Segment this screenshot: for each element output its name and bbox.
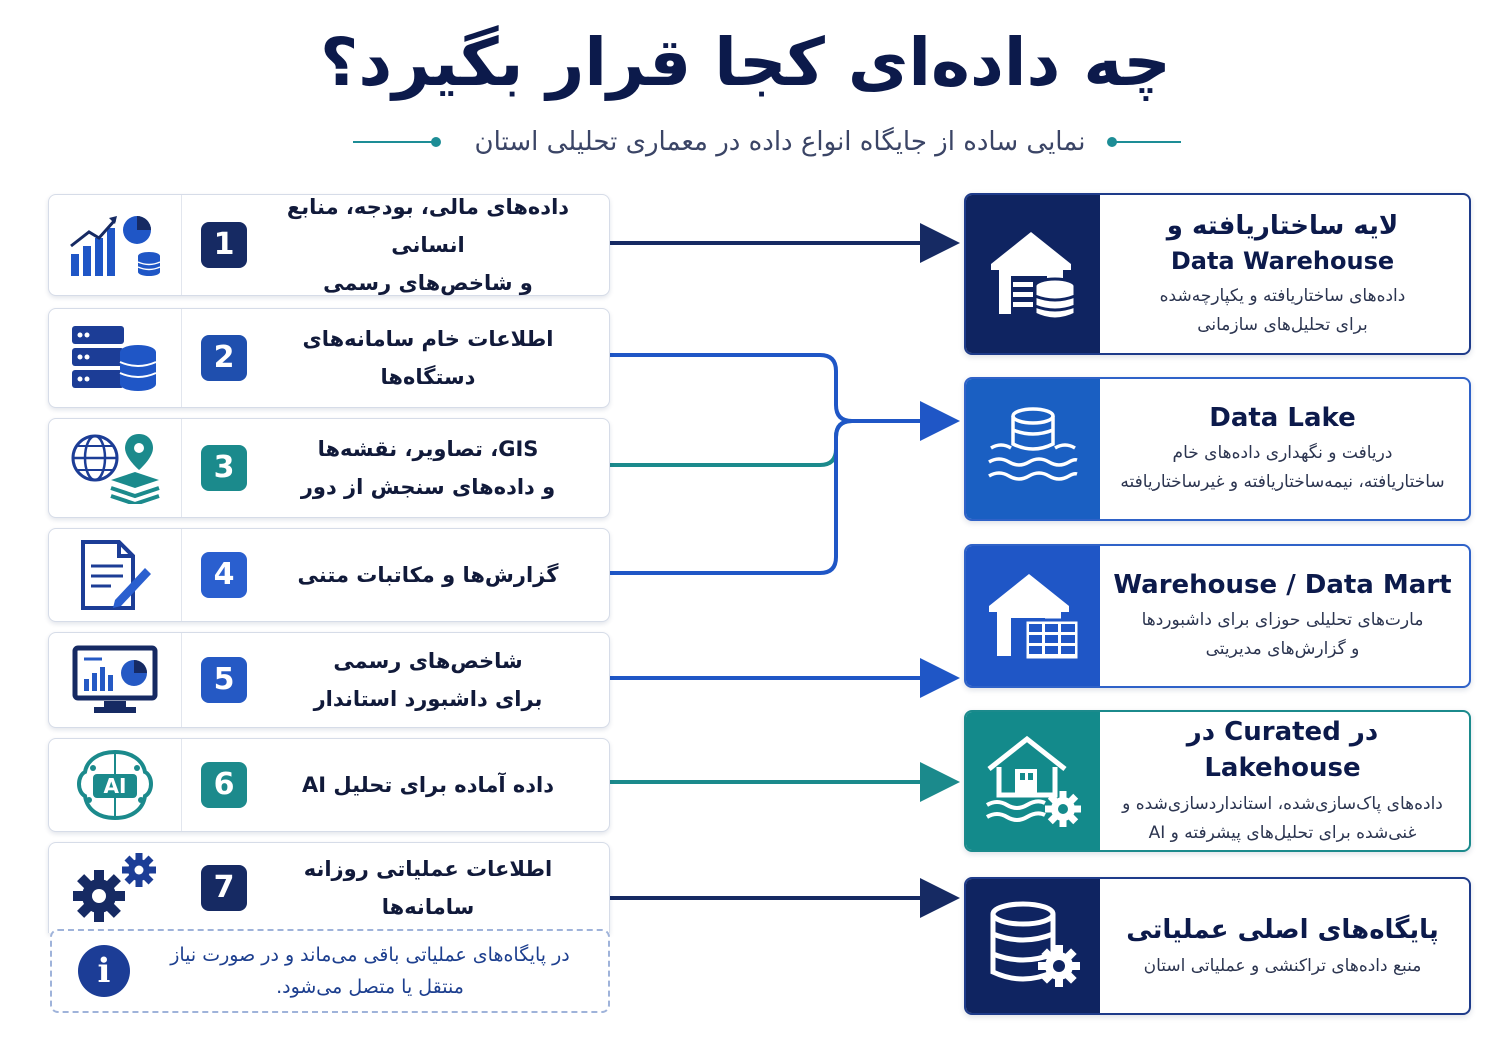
source-label xyxy=(261,529,595,621)
source-label-line1: داده آماده برای تحلیل AI xyxy=(301,773,555,797)
source-label xyxy=(261,739,595,831)
source-number-badge: 6 xyxy=(201,762,247,808)
page-title: چه داده‌ای کجا قرار بگیرد؟ xyxy=(320,24,1171,101)
target-title: در Curated در Lakehouse xyxy=(1186,717,1379,783)
dashboard-monitor-icon xyxy=(49,633,182,727)
source-label-line1: اطلاعات خام سامانه‌های دستگاه‌ها xyxy=(302,327,554,389)
target-card-data-warehouse xyxy=(964,193,1471,355)
source-card-6 xyxy=(48,738,610,832)
target-title-en: Data Lake xyxy=(1209,403,1356,433)
target-card-data-lake xyxy=(964,377,1471,521)
target-description xyxy=(1122,790,1443,848)
note-line2: منتقل یا متصل می‌شود. xyxy=(276,976,464,998)
target-desc-line2: و گزارش‌های مدیریتی xyxy=(1205,639,1360,659)
target-desc-line2: ساختاریافته، نیمه‌ساختاریافته و غیرساختاریافته xyxy=(1120,472,1445,492)
target-desc-line2: برای تحلیل‌های سازمانی xyxy=(1197,315,1368,335)
line-2-to-merge xyxy=(610,355,852,421)
source-label xyxy=(261,633,595,727)
source-label xyxy=(261,195,595,295)
source-card-1 xyxy=(48,194,610,296)
source-number-badge: 4 xyxy=(201,552,247,598)
line-3-to-merge xyxy=(610,421,852,465)
server-database-icon xyxy=(49,309,182,407)
page-subtitle: نمایی ساده از جایگاه انواع داده در معماری تحلیلی استان xyxy=(474,127,1086,157)
source-label xyxy=(261,309,595,407)
target-desc-line1: داده‌های پاک‌سازی‌شده، استانداردسازی‌شده و xyxy=(1122,794,1443,814)
target-card-lakehouse xyxy=(964,710,1471,852)
source-card-7 xyxy=(48,842,610,933)
target-description xyxy=(1142,606,1424,664)
source-label xyxy=(261,419,595,517)
target-body xyxy=(1106,195,1459,353)
source-label-line1: گزارش‌ها و مکاتبات متنی xyxy=(297,563,559,587)
target-body xyxy=(1106,379,1459,519)
source-card-5 xyxy=(48,632,610,728)
target-card-operational-db xyxy=(964,877,1471,1015)
source-number-badge: 5 xyxy=(201,657,247,703)
info-icon: i xyxy=(78,945,130,997)
source-card-4 xyxy=(48,528,610,622)
target-desc-line2: غنی‌شده برای تحلیل‌های پیشرفته و AI xyxy=(1148,823,1417,843)
target-description xyxy=(1144,952,1422,981)
source-label-line2: برای داشبورد استاندار xyxy=(313,687,543,711)
document-edit-icon xyxy=(49,529,182,621)
gears-icon xyxy=(49,843,181,933)
note-box xyxy=(50,929,610,1013)
globe-map-icon xyxy=(49,419,182,517)
target-desc-line1: دریافت و نگهداری داده‌های خام xyxy=(1172,443,1393,463)
target-desc-line1: منبع داده‌های تراکنشی و عملیاتی استان xyxy=(1143,955,1422,976)
target-body xyxy=(1106,879,1459,1013)
note-text xyxy=(162,939,578,1003)
source-number-badge: 7 xyxy=(201,865,247,911)
target-body xyxy=(1106,712,1459,850)
target-card-data-mart xyxy=(964,544,1471,688)
source-card-3 xyxy=(48,418,610,518)
target-title: لایه ساختاریافته و xyxy=(1166,211,1399,241)
line-4-to-merge xyxy=(610,421,852,573)
source-number-badge: 2 xyxy=(201,335,247,381)
source-label-line2: و شاخص‌های رسمی xyxy=(323,271,533,295)
target-body xyxy=(1106,546,1459,686)
source-label xyxy=(261,843,595,933)
database-gear-icon xyxy=(966,879,1100,1013)
finance-chart-icon xyxy=(49,195,182,295)
target-description xyxy=(1160,282,1406,340)
warehouse-grid-icon xyxy=(966,546,1100,686)
source-card-2 xyxy=(48,308,610,408)
note-line1: در پایگاه‌های عملیاتی باقی می‌ماند و در صورت نیاز xyxy=(170,944,570,966)
target-title: پایگاه‌های اصلی عملیاتی xyxy=(1126,914,1439,945)
source-label-line1: شاخص‌های رسمی xyxy=(333,649,523,673)
ai-brain-icon xyxy=(49,739,182,831)
ai-glyph: AI xyxy=(103,774,127,798)
target-description xyxy=(1120,439,1444,497)
target-desc-line1: مارت‌های تحلیلی حوزای برای داشبوردها xyxy=(1141,610,1424,630)
target-title-en: Warehouse / Data Mart xyxy=(1113,570,1452,600)
source-label-line2: و داده‌های سنجش از دور xyxy=(300,475,556,499)
source-label-line1: اطلاعات عملیاتی روزانه سامانه‌ها xyxy=(303,857,553,919)
source-label-line1: داده‌های مالی، بودجه، منابع انسانی xyxy=(286,195,570,257)
target-desc-line1: داده‌های ساختاریافته و یکپارچه‌شده xyxy=(1159,286,1406,306)
target-title-en: Data Warehouse xyxy=(1170,247,1395,275)
source-number-badge: 1 xyxy=(201,222,247,268)
source-label-line1: GIS، تصاویر، نقشه‌ها xyxy=(317,437,539,461)
lakehouse-gear-icon xyxy=(966,712,1100,850)
lake-database-icon xyxy=(966,379,1100,519)
warehouse-database-icon xyxy=(966,195,1100,353)
source-number-badge: 3 xyxy=(201,445,247,491)
